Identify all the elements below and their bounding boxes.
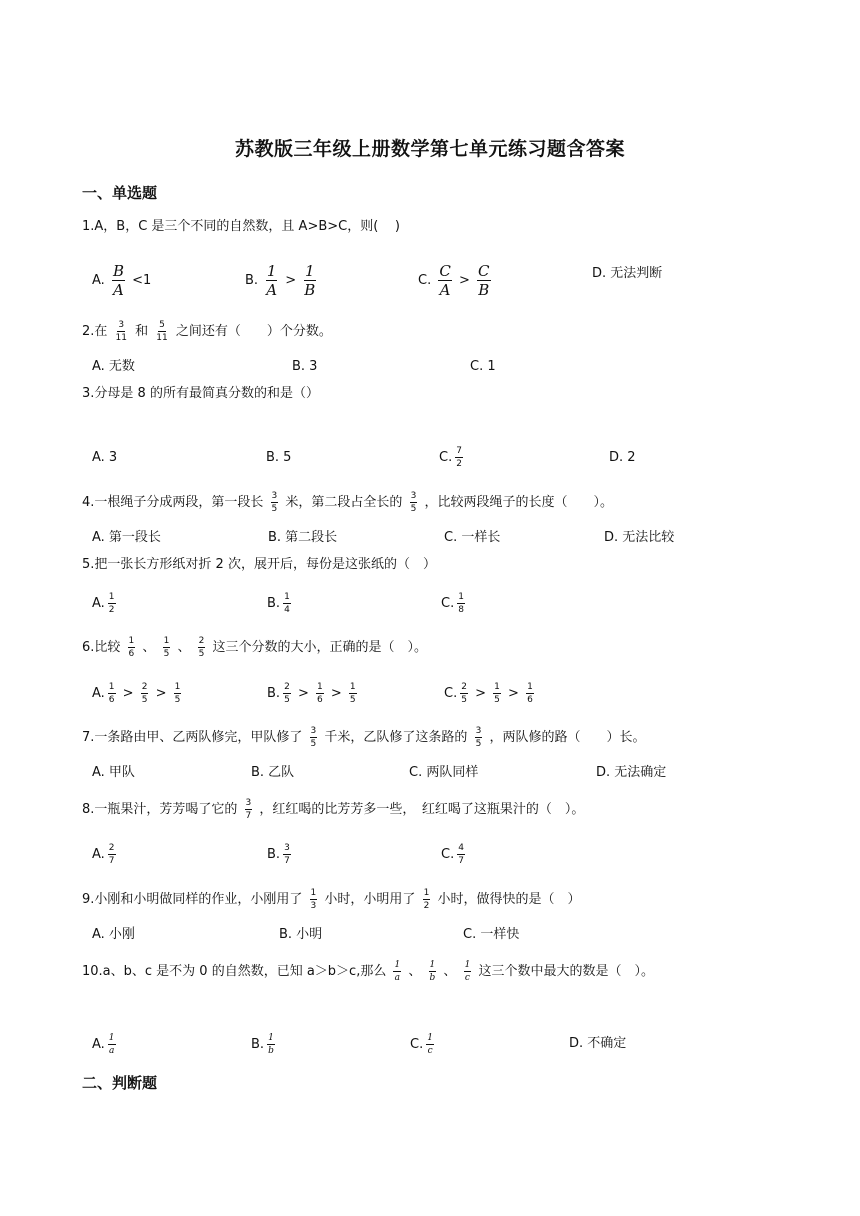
question-5: 5.把一张长方形纸对折 2 次，展开后，每份是这张纸的（ ） xyxy=(82,557,436,572)
option-4d[interactable]: D. 无法比较 xyxy=(604,530,675,545)
option-1a[interactable]: A. $\frac{B}{A}$ <1 xyxy=(92,262,152,299)
option-8a[interactable]: A. $\frac{2}{7}$ xyxy=(92,843,115,866)
option-4b[interactable]: B. 第二段长 xyxy=(268,530,338,545)
section-heading-true-false: 二、判断题 xyxy=(82,1074,158,1092)
question-3: 3.分母是 8 的所有最简真分数的和是（） xyxy=(82,386,319,401)
option-3a[interactable]: A. 3 xyxy=(92,450,118,465)
question-6: 6.比较 $\frac{1}{6}$ 、 $\frac{1}{5}$ 、 $\frac{2}{5}$ 这三个分数的大小，正确的是（ ）。 xyxy=(82,636,427,659)
question-2: 2.在 $\frac{3}{11}$ 和 $\frac{5}{11}$ 之间还有（ ）个分数。 xyxy=(82,320,332,343)
question-9: 9.小刚和小明做同样的作业，小刚用了 $\frac{1}{3}$ 小时，小明用了 $\frac{1}{2}$ 小时，做得快的是（ ） xyxy=(82,888,581,911)
option-10b[interactable]: B. $\frac{1}{b}$ xyxy=(251,1033,274,1056)
option-2b[interactable]: B. 3 xyxy=(292,359,318,374)
option-4a[interactable]: A. 第一段长 xyxy=(92,530,161,545)
question-7: 7.一条路由甲、乙两队修完，甲队修了 $\frac{3}{5}$ 千米，乙队修了这条路的 $\frac{3}{5}$ ，两队修的路（ ）长。 xyxy=(82,726,646,749)
option-1c[interactable]: C. $\frac{C}{A}$ > $\frac{C}{B}$ xyxy=(418,262,490,299)
option-9a[interactable]: A. 小刚 xyxy=(92,927,135,942)
option-10d[interactable]: D. 不确定 xyxy=(569,1036,627,1051)
option-3b[interactable]: B. 5 xyxy=(266,450,292,465)
option-6b[interactable]: B. $\frac{2}{5}$ > $\frac{1}{6}$ > $\frac{1}{5}$ xyxy=(267,682,356,705)
option-7d[interactable]: D. 无法确定 xyxy=(596,765,667,780)
option-10c[interactable]: C. $\frac{1}{c}$ xyxy=(410,1033,433,1056)
question-10: 10.a、b、c 是不为 0 的自然数，已知 a＞b＞c,那么 $\frac{1}{a}$ 、 $\frac{1}{b}$ 、 $\frac{1}{c}$ 这三个数中最大的数是（ ）。 xyxy=(82,960,654,983)
question-4: 4.一根绳子分成两段，第一段长 $\frac{3}{5}$ 米，第二段占全长的 $\frac{3}{5}$ ，比较两段绳子的长度（ ）。 xyxy=(82,491,613,514)
option-5b[interactable]: B. $\frac{1}{4}$ xyxy=(267,592,290,615)
option-3c[interactable]: C. $\frac{7}{2}$ xyxy=(439,446,462,469)
option-10a[interactable]: A. $\frac{1}{a}$ xyxy=(92,1033,115,1056)
option-1b[interactable]: B. $\frac{1}{A}$ > $\frac{1}{B}$ xyxy=(245,262,316,299)
option-5a[interactable]: A. $\frac{1}{2}$ xyxy=(92,592,115,615)
option-2a[interactable]: A. 无数 xyxy=(92,359,135,374)
option-7b[interactable]: B. 乙队 xyxy=(251,765,295,780)
option-7c[interactable]: C. 两队同样 xyxy=(409,765,479,780)
question-8: 8.一瓶果汁，芳芳喝了它的 $\frac{3}{7}$ ，红红喝的比芳芳多一些， 红红喝了这瓶果汁的（ ）。 xyxy=(82,798,585,821)
option-4c[interactable]: C. 一样长 xyxy=(444,530,501,545)
option-5c[interactable]: C. $\frac{1}{8}$ xyxy=(441,592,464,615)
option-8c[interactable]: C. $\frac{4}{7}$ xyxy=(441,843,464,866)
option-3d[interactable]: D. 2 xyxy=(609,450,636,465)
question-1: 1.A，B，C 是三个不同的自然数，且 A>B>C，则( ) xyxy=(82,219,400,234)
option-9c[interactable]: C. 一样快 xyxy=(463,927,520,942)
option-9b[interactable]: B. 小明 xyxy=(279,927,323,942)
option-7a[interactable]: A. 甲队 xyxy=(92,765,135,780)
option-6c[interactable]: C. $\frac{2}{5}$ > $\frac{1}{5}$ > $\frac{1}{6}$ xyxy=(444,682,533,705)
option-8b[interactable]: B. $\frac{3}{7}$ xyxy=(267,843,290,866)
page-title: 苏教版三年级上册数学第七单元练习题含答案 xyxy=(234,138,625,160)
section-heading-single-choice: 一、单选题 xyxy=(82,184,158,202)
option-1d[interactable]: D. 无法判断 xyxy=(592,266,663,281)
option-2c[interactable]: C. 1 xyxy=(470,359,496,374)
option-6a[interactable]: A. $\frac{1}{6}$ > $\frac{2}{5}$ > $\frac{1}{5}$ xyxy=(92,682,181,705)
